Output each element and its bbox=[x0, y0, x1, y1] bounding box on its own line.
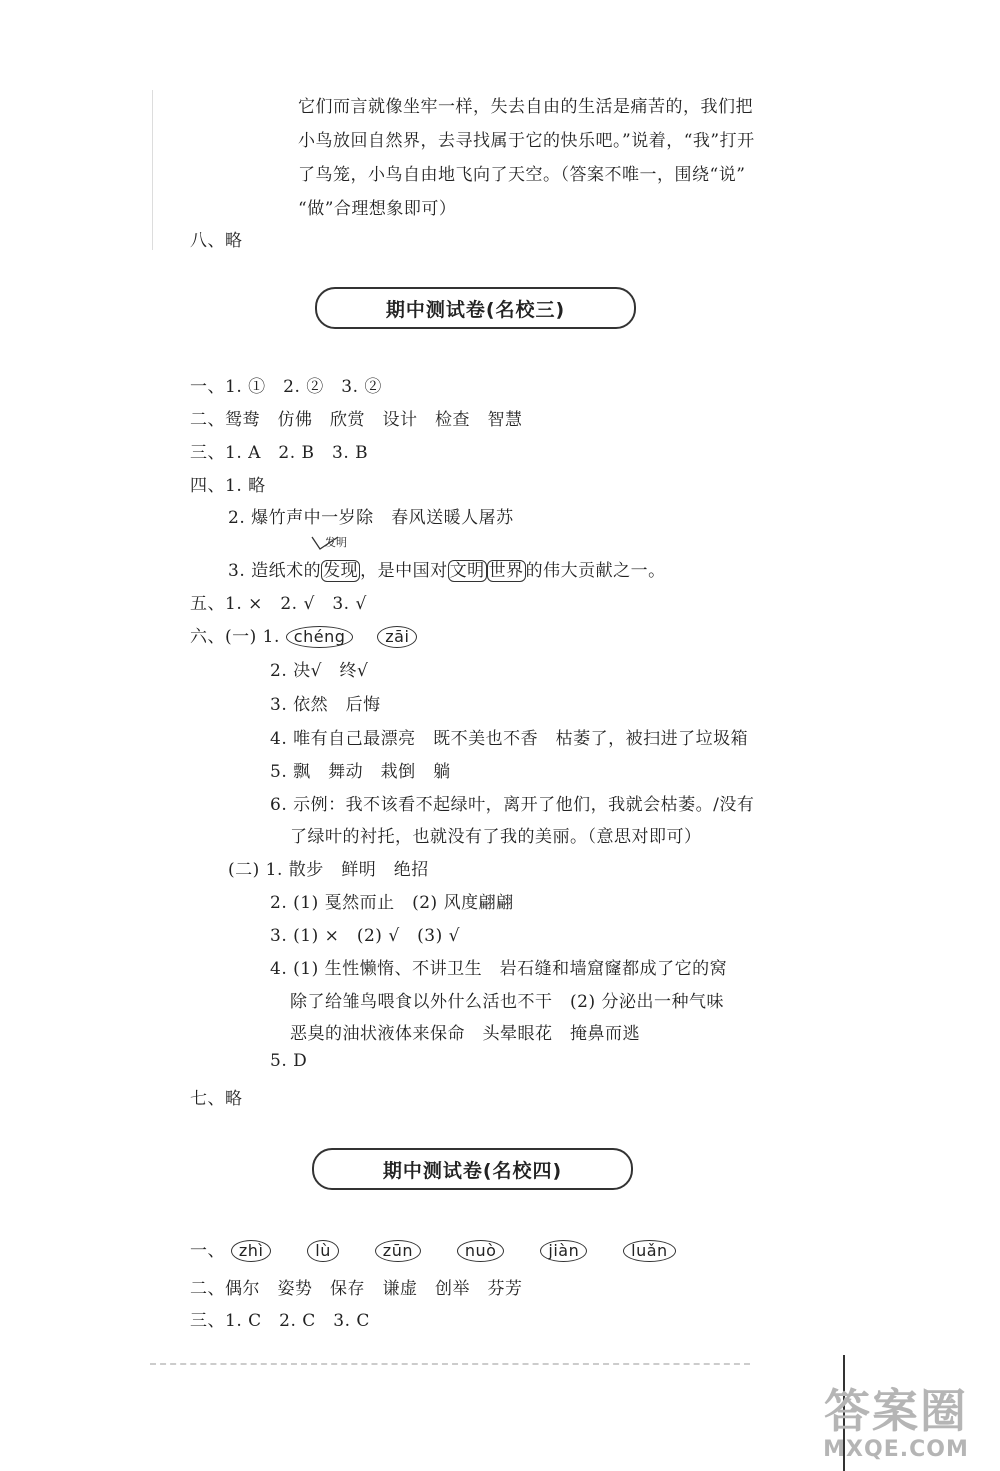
exam3-q6b-3: 3. (1) × (2) √ (3) √ bbox=[270, 926, 460, 946]
pinyin-circle-1: chéng bbox=[286, 626, 354, 648]
pinyin-circle-2: zāi bbox=[377, 626, 417, 648]
q4-3-boxed-word-3: 世界 bbox=[488, 561, 524, 581]
q4-3-prefix: 3. 造纸术的 bbox=[228, 561, 322, 581]
prev-continuation-line-2: 小鸟放回自然界，去寻找属于它的快乐吧。”说着，“我”打开 bbox=[298, 131, 755, 151]
exam4-title: 期中测试卷(名校四) bbox=[312, 1148, 633, 1190]
prev-q8: 八、略 bbox=[190, 231, 243, 251]
watermark-logo: 答案圈 bbox=[824, 1384, 968, 1438]
q4-3-boxed-word-1: 发现 bbox=[323, 561, 359, 581]
exam3-q1: 一、1. ① 2. ② 3. ② bbox=[190, 377, 382, 397]
exam4-q1 bbox=[190, 1236, 676, 1262]
bottom-divider bbox=[150, 1363, 750, 1365]
insert-caret-icon bbox=[310, 536, 340, 550]
pinyin-circle-3: zūn bbox=[375, 1240, 421, 1262]
pinyin-circle-6: luǎn bbox=[623, 1240, 676, 1262]
exam3-q6b-5: 5. D bbox=[270, 1051, 308, 1071]
exam3-q6b-4b: 除了给雏鸟喂食以外什么活也不干 (2) 分泌出一种气味 bbox=[290, 992, 724, 1012]
exam3-q4-3 bbox=[228, 556, 666, 581]
exam3-q6-6b: 了绿叶的衬托，也就没有了我的美丽。（意思对即可） bbox=[290, 827, 702, 847]
exam3-q6-1 bbox=[190, 622, 417, 648]
site-watermark bbox=[816, 1385, 976, 1462]
exam3-q6-3: 3. 依然 后悔 bbox=[270, 695, 381, 715]
margin-rule bbox=[152, 90, 153, 250]
pinyin-circle-4: nuò bbox=[457, 1240, 505, 1262]
exam4-q3: 三、1. C 2. C 3. C bbox=[190, 1311, 370, 1331]
pinyin-circle-2: lù bbox=[307, 1240, 339, 1262]
exam3-q5: 五、1. × 2. √ 3. √ bbox=[190, 594, 367, 614]
exam4-q2: 二、偶尔 姿势 保存 谦虚 创举 芬芳 bbox=[190, 1279, 523, 1299]
exam3-q6-6a: 6. 示例：我不该看不起绿叶，离开了他们，我就会枯萎。/没有 bbox=[270, 795, 755, 815]
exam3-q6-2: 2. 决√ 终√ bbox=[270, 661, 369, 681]
exam3-q4-1: 四、1. 略 bbox=[190, 476, 266, 496]
watermark-url: MXQE.COM bbox=[823, 1437, 969, 1462]
insert-annotation: 发明 bbox=[325, 536, 347, 549]
prev-continuation-line-4: “做”合理想象即可） bbox=[298, 199, 457, 219]
q4-3-boxed-word-2: 文明 bbox=[449, 561, 485, 581]
exam3-q6b-4a: 4. (1) 生性懒惰、不讲卫生 岩石缝和墙窟窿都成了它的窝 bbox=[270, 959, 728, 979]
q6-1-prefix: 六、(一) 1. bbox=[190, 627, 280, 647]
exam3-q3: 三、1. A 2. B 3. B bbox=[190, 443, 369, 463]
pinyin-circle-1: zhì bbox=[231, 1240, 271, 1262]
exam3-q7: 七、略 bbox=[190, 1089, 243, 1109]
prev-continuation-line-1: 它们而言就像坐牢一样，失去自由的生活是痛苦的，我们把 bbox=[298, 97, 753, 117]
exam3-q6-4: 4. 唯有自己最漂亮 既不美也不香 枯萎了，被扫进了垃圾箱 bbox=[270, 729, 749, 749]
exam3-q6b-1: (二) 1. 散步 鲜明 绝招 bbox=[228, 860, 429, 880]
prev-continuation-line-3: 了鸟笼，小鸟自由地飞向了天空。（答案不唯一，围绕“说” bbox=[298, 165, 746, 185]
q4-3-suffix: 的伟大贡献之一。 bbox=[525, 561, 666, 581]
q1-prefix: 一、 bbox=[190, 1241, 225, 1261]
exam3-q6b-2: 2. (1) 戛然而止 (2) 风度翩翩 bbox=[270, 893, 514, 913]
exam3-q6b-4c: 恶臭的油状液体来保命 头晕眼花 掩鼻而逃 bbox=[290, 1024, 640, 1044]
exam3-q2: 二、鸳鸯 仿佛 欣赏 设计 检查 智慧 bbox=[190, 410, 523, 430]
exam3-q6-5: 5. 飘 舞动 栽倒 躺 bbox=[270, 762, 451, 782]
exam3-title: 期中测试卷(名校三) bbox=[315, 287, 636, 329]
q4-3-mid: ，是中国对 bbox=[360, 561, 448, 581]
exam3-q4-2: 2. 爆竹声中一岁除 春风送暖人屠苏 bbox=[228, 508, 514, 528]
pinyin-circle-5: jiàn bbox=[540, 1240, 587, 1262]
